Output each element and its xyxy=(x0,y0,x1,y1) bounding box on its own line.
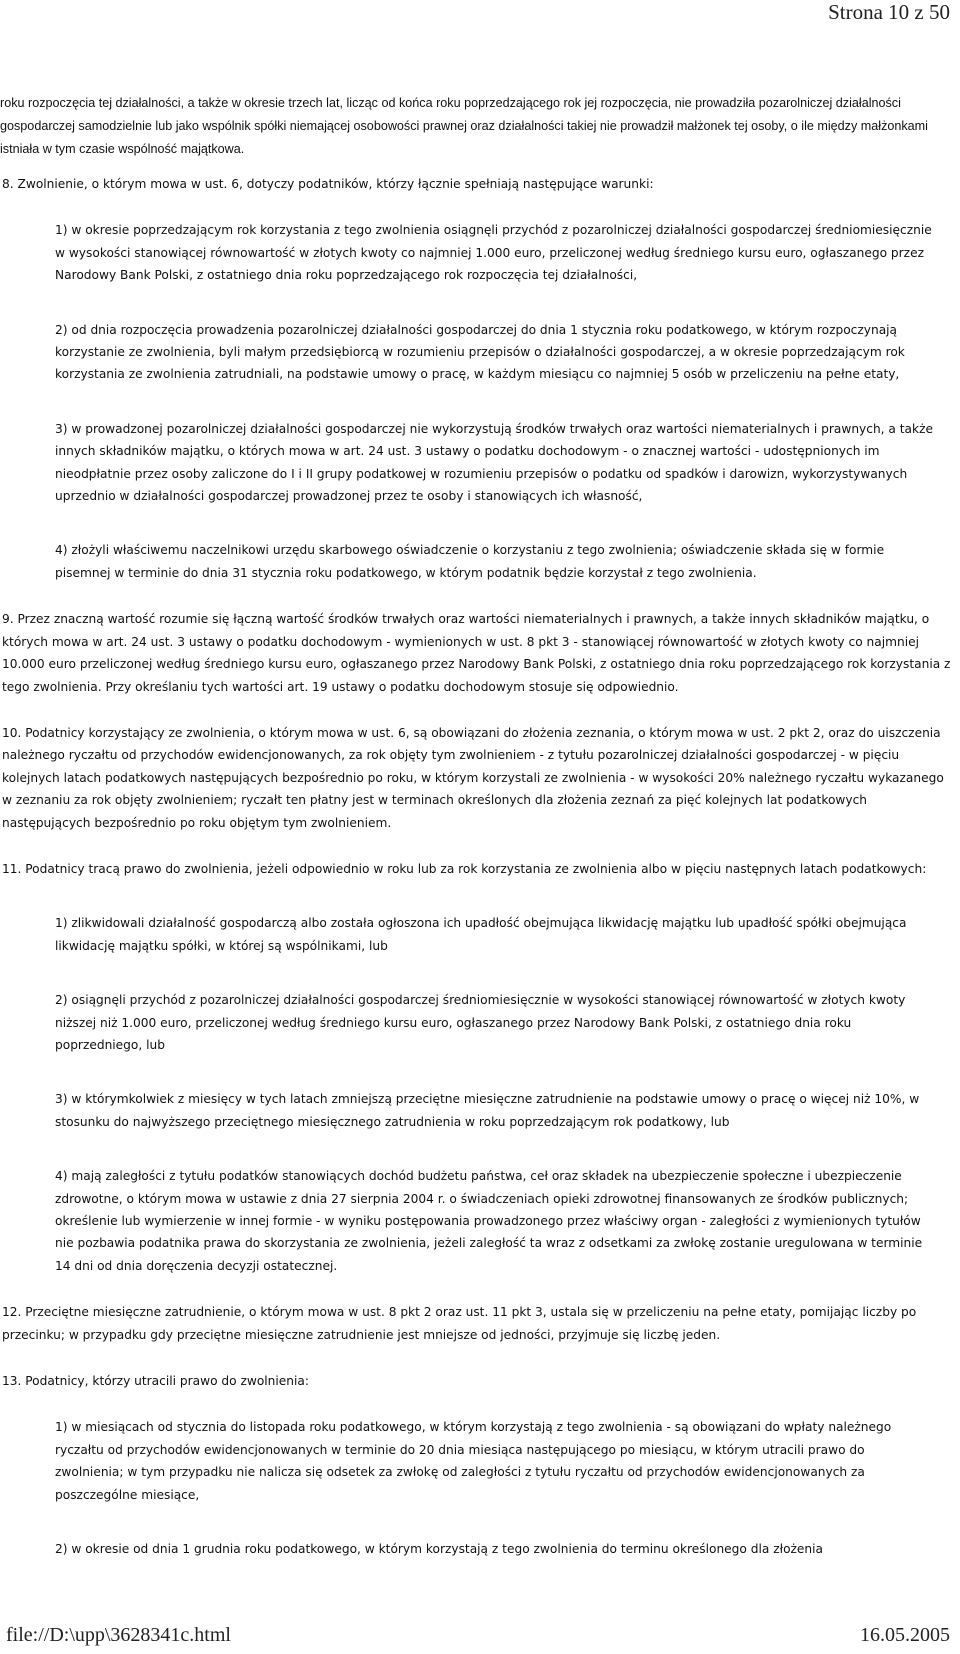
print-date: 16.05.2005 xyxy=(860,1624,950,1646)
section-11-lead: 11. Podatnicy tracą prawo do zwolnienia, jeżeli odpowiednio w roku lub za rok korzystania ze zwolnienia albo w pięciu następnych latach podatkowych: xyxy=(2,861,927,876)
section-12: 12. Przeciętne miesięczne zatrudnienie, o którym mowa w ust. 8 pkt 2 oraz ust. 11 pkt 3, ustala się w przeliczeniu na pełne etaty, pomijając liczby po przecinku; w przypadku gdy przeciętne miesięczne zatrudnienie jest mniejsze od jedności, przyjmuje się liczbę jeden. xyxy=(2,1305,917,1342)
section-8-lead: 8. Zwolnienie, o którym mowa w ust. 6, dotyczy podatników, którzy łącznie spełniają następujące warunki: xyxy=(2,177,654,191)
intro-paragraph: roku rozpoczęcia tej działalności, a także w okresie trzech lat, licząc od końca roku poprzedzającego rok jej rozpoczęcia, nie prowadziła pozarolniczej działalności gospodarczej samodzielnie lub jako wspólnik spółki niemającej osobowości prawnej oraz działalności takiej nie prowadził małżonek tej osoby, o ile między małżonkami istniała w tym czasie wspólność majątkowa. xyxy=(0,96,928,156)
section-13-item-2: 2) w okresie od dnia 1 grudnia roku podatkowego, w którym korzystają z tego zwolnienia do terminu określonego dla złożenia xyxy=(55,1542,824,1557)
section-10: 10. Podatnicy korzystający ze zwolnienia, o którym mowa w ust. 6, są obowiązani do złożenia zeznania, o którym mowa w ust. 2 pkt 2, oraz do uiszczenia należnego ryczałtu od przychodów ewidencjonowanych, za rok objęty tym zwolnieniem - z tytułu pozarolniczej działalności gospodarczej - w pięciu kolejnych latach podatkowych następujących bezpośrednio po roku, w którym korzystali ze zwolnienia - w wysokości 20% należnego ryczałtu wykazanego w zeznaniu za rok objęty zwolnieniem; ryczałt ten płatny jest w terminach określonych dla złożenia zeznań za pięć kolejnych lat podatkowych następujących bezpośrednio po roku objętym tym zwolnieniem. xyxy=(2,725,944,830)
section-11-item-2: 2) osiągnęli przychód z pozarolniczej działalności gospodarczej średniomiesięcznie w wysokości stanowiącej równowartość w złotych kwoty niższej niż 1.000 euro, przeliczonej według średniego kursu euro, ogłaszanego przez Narodowy Bank Polski, z ostatniego dnia roku poprzedniego, lub xyxy=(55,993,906,1052)
page-number: Strona 10 z 50 xyxy=(828,0,950,24)
section-13-item-1: 1) w miesiącach od stycznia do listopada roku podatkowego, w którym korzystają z tego zwolnienia - są obowiązani do wpłaty należnego ryczałtu od przychodów ewidencjonowanych w terminie do 20 dnia miesiąca następującego po miesiącu, w którym utracili prawo do zwolnienia; w tym przypadku nie nalicza się odsetek za zwłokę od zaległości z tytułu ryczałtu od przychodów ewidencjonowanych za poszczególne miesiące, xyxy=(55,1420,892,1502)
section-11-item-3: 3) w którymkolwiek z miesięcy w tych latach zmniejszą przeciętne miesięczne zatrudnienie na podstawie umowy o pracę o więcej niż 10%, w stosunku do najwyższego przeciętnego miesięcznego zatrudnienia w roku poprzedzającym rok podatkowy, lub xyxy=(55,1092,920,1129)
section-9: 9. Przez znaczną wartość rozumie się łączną wartość środków trwałych oraz wartości niematerialnych i prawnych, a także innych składników majątku, o których mowa w art. 24 ust. 3 ustawy o podatku dochodowym - wymienionych w ust. 8 pkt 3 - stanowiącej równowartość w złotych kwoty co najmniej 10.000 euro przeliczonej według średniego kursu euro, ogłaszanego przez Narodowy Bank Polski, z ostatniego dnia roku poprzedzającego rok korzystania z tego zwolnienia. Przy określaniu tych wartości art. 19 ustawy o podatku dochodowym stosuje się odpowiednio. xyxy=(2,612,951,694)
section-8-item-1: 1) w okresie poprzedzającym rok korzystania z tego zwolnienia osiągnęli przychód z pozarolniczej działalności gospodarczej średniomiesięcznie w wysokości stanowiącej równowartość w złotych kwoty co najmniej 1.000 euro, przeliczonej według średniego kursu euro, ogłaszanego przez Narodowy Bank Polski, z ostatniego dnia roku poprzedzającego rok rozpoczęcia tej działalności, xyxy=(55,223,932,283)
section-11-item-4: 4) mają zaległości z tytułu podatków stanowiących dochód budżetu państwa, ceł oraz składek na ubezpieczenie społeczne i ubezpieczenie zdrowotne, o którym mowa w ustawie z dnia 27 sierpnia 2004 r. o świadczeniach opieki zdrowotnej finansowanych ze środków publicznych; określenie lub wymierzenie w innej formie - w wyniku postępowania prowadzonego przez właściwy organ - zaległości z wymienionych tytułów nie pozbawia podatnika prawa do skorzystania ze zwolnienia, jeżeli zaległość ta wraz z odsetkami za zwłokę zostanie uregulowana w terminie 14 dni od dnia doręczenia decyzji ostatecznej. xyxy=(55,1169,923,1273)
section-8-item-3: 3) w prowadzonej pozarolniczej działalności gospodarczej nie wykorzystują środków trwałych oraz wartości niematerialnych i prawnych, a także innych składników majątku, o których mowa w art. 24 ust. 3 ustawy o podatku dochodowym - o znacznej wartości - udostępnionych im nieodpłatnie przez osoby zaliczone do I i II grupy podatkowej w rozumieniu przepisów o podatku od spadków i darowizn, wykorzystywanych uprzednio w działalności gospodarczej prowadzonej przez te osoby i stanowiących ich własność, xyxy=(55,421,933,504)
file-path: file://D:\upp\3628341c.html xyxy=(6,1624,231,1646)
section-8-item-4: 4) złożyli właściwemu naczelnikowi urzędu skarbowego oświadczenie o korzystaniu z tego zwolnienia; oświadczenie składa się w formie pisemnej w terminie do dnia 31 stycznia roku podatkowego, w którym podatnik będzie korzystał z tego zwolnienia. xyxy=(55,543,885,580)
section-8-item-2: 2) od dnia rozpoczęcia prowadzenia pozarolniczej działalności gospodarczej do dnia 1 stycznia roku podatkowego, w którym rozpoczynają korzystanie ze zwolnienia, byli małym przedsiębiorcą w rozumieniu przepisów o działalności gospodarczej, a w okresie poprzedzającym rok korzystania ze zwolnienia zatrudniali, na podstawie umowy o pracę, w każdym miesiącu co najmniej 5 osób w przeliczeniu na pełne etaty, xyxy=(55,322,905,382)
section-13-lead: 13. Podatnicy, którzy utracili prawo do zwolnienia: xyxy=(2,1374,309,1389)
section-11-item-1: 1) zlikwidowali działalność gospodarczą albo została ogłoszona ich upadłość obejmująca likwidację majątku lub upadłość spółki obejmująca likwidację majątku spółki, w której są wspólnikami, lub xyxy=(55,916,907,953)
document-body xyxy=(0,92,956,1560)
